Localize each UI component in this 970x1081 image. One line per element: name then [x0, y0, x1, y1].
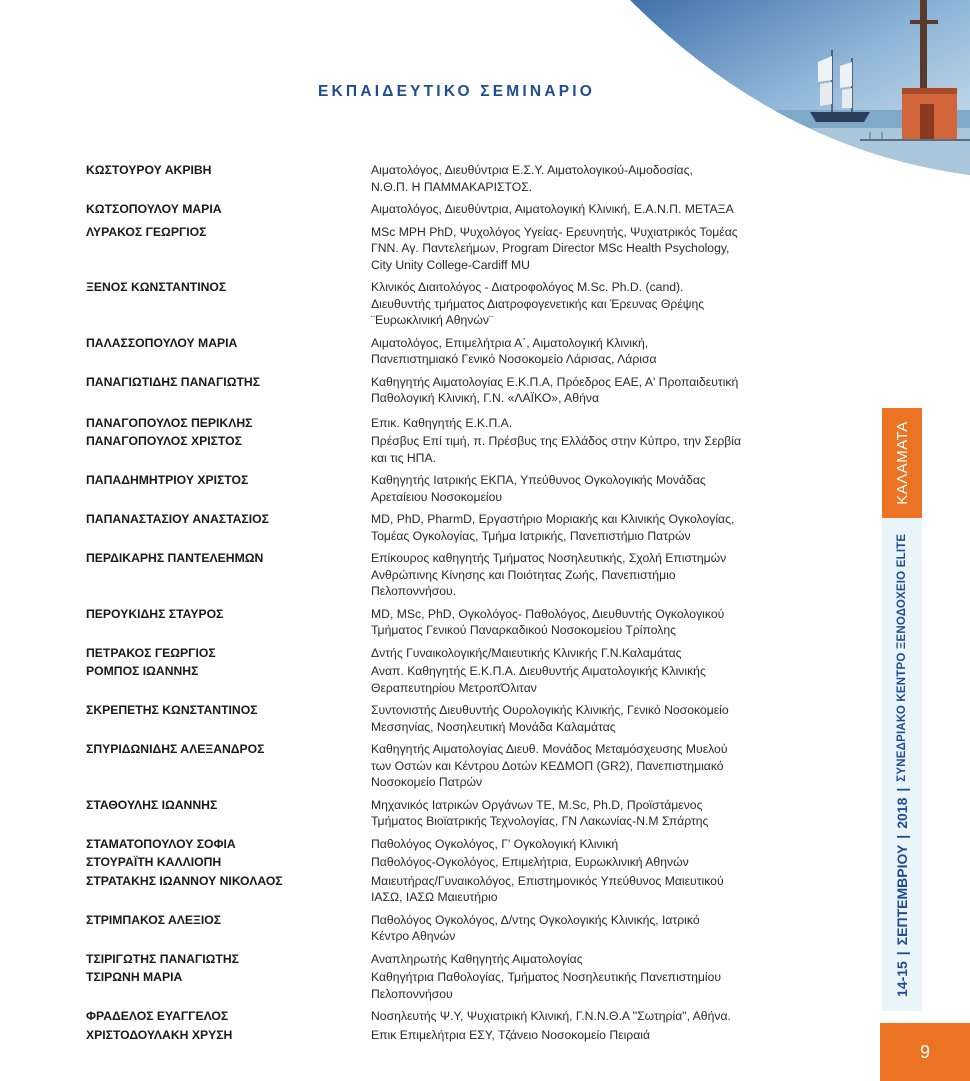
event-venue: ΣΥΝΕΔΡΙΑΚΟ ΚΕΝΤΡΟ ΞΕΝΟΔΟΧΕΙΟ ELITE — [896, 533, 908, 782]
speaker-row — [86, 951, 866, 968]
speaker-row — [86, 969, 866, 1002]
speaker-row — [86, 433, 866, 466]
speaker-affiliation: Μηχανικός Ιατρικών Οργάνων ΤΕ, M.Sc, Ph.D, Προϊστάμενος Τμήματος Βιοϊατρικής Τεχνολογίας, ΓΝ Λακωνίας-Ν.Μ Σπάρτης — [371, 797, 709, 828]
speaker-affiliation: Παθολόγος Ογκολόγος, Γ' Ογκολογική Κλινική — [371, 836, 619, 851]
speaker-name: ΤΣΙΡΩΝΗ ΜΑΡΙΑ — [86, 970, 183, 984]
speaker-name: ΛΥΡΑΚΟΣ ΓΕΩΡΓΙΟΣ — [86, 224, 207, 239]
speaker-affiliation: Αιματολόγος, Διευθύντρια Ε.Σ.Υ. Αιματολογικού-Αιμοδοσίας, Ν.Θ.Π. Η ΠΑΜΜΑΚΑΡΙΣΤΟΣ. — [371, 163, 693, 194]
speaker-row — [86, 836, 866, 853]
speaker-affiliation: Καθηγήτρια Παθολογίας, Τμήματος Νοσηλευτικής Πανεπιστημίου Πελοποννήσου — [371, 970, 722, 1001]
speaker-affiliation: Καθηγητής Αιματολογίας Διευθ. Μονάδος Μεταμόσχευσης Μυελού των Οστών και Κέντρου Δοτών ΚΕΔΜΟΠ (GR2), Πανεπιστημιακό Νοσοκομείο Πατρών — [371, 742, 728, 789]
separator: | — [894, 787, 910, 792]
speaker-name: ΠΑΛΑΣΣΟΠΟΥΛΟΥ ΜΑΡΙΑ — [86, 335, 238, 350]
speaker-name: ΠΑΝΑΓΟΠΟΥΛΟΣ ΠΕΡΙΚΛΗΣ — [86, 415, 253, 430]
speaker-name: ΣΤΡΙΜΠΑΚΟΣ ΑΛΕΞΙΟΣ — [86, 912, 222, 927]
event-month: ΣΕΠΤΕΜΒΡΙΟΥ — [894, 844, 910, 946]
speaker-name: ΤΣΙΡΙΓΩΤΗΣ ΠΑΝΑΓΙΩΤΗΣ — [86, 951, 239, 966]
speaker-row — [86, 873, 866, 906]
speaker-name: ΣΤΑΘΟΥΛΗΣ ΙΩΑΝΝΗΣ — [86, 797, 218, 812]
speaker-row — [86, 472, 866, 505]
speaker-row — [86, 374, 866, 407]
page-number: 9 — [880, 1023, 970, 1081]
speaker-affiliation: MD, MSc, PhD, Ογκολόγος- Παθολόγος, Διευθυντής Ογκολογικού Τμήματος Γενικού Παναρκαδικού Νοσοκομείου Τρίπολης — [371, 606, 725, 637]
speaker-row — [86, 606, 866, 639]
corner-painting — [620, 0, 970, 175]
event-dates: 14-15 — [894, 961, 910, 997]
speaker-name: ΠΑΝΑΓΙΩΤΙΔΗΣ ΠΑΝΑΓΙΩΤΗΣ — [86, 374, 261, 389]
speaker-affiliation: Επικ Επιμελήτρια ΕΣΥ, Τζάνειο Νοσοκομείο Πειραιά — [371, 1027, 651, 1042]
speaker-name: ΡΟΜΠΟΣ ΙΩΑΝΝΗΣ — [86, 664, 199, 678]
speaker-name: ΚΩΤΣΟΠΟΥΛΟΥ ΜΑΡΙΑ — [86, 202, 222, 216]
speaker-row — [86, 663, 866, 696]
speaker-affiliation: Πρέσβυς Επί τιμή, π. Πρέσβυς της Ελλάδος στην Κύπρο, την Σερβία και τις ΗΠΑ. — [371, 434, 742, 465]
side-banner — [882, 408, 922, 1011]
speaker-name: ΣΤΑΜΑΤΟΠΟΥΛΟΥ ΣΟΦΙΑ — [86, 836, 236, 851]
speaker-name: ΣΚΡΕΠΕΤΗΣ ΚΩΝΣΤΑΝΤΙΝΟΣ — [86, 703, 258, 717]
speaker-row — [86, 279, 866, 329]
speaker-affiliation: Αναπληρωτής Καθηγητής Αιματολογίας — [371, 951, 583, 966]
speaker-row — [86, 645, 866, 662]
speaker-affiliation: Νοσηλευτής Ψ.Υ, Ψυχιατρική Κλινική, Γ.Ν.Ν.Θ.Α "Σωτηρία", Αθήνα. — [371, 1009, 731, 1023]
speaker-row — [86, 854, 866, 871]
speaker-name: ΣΤΟΥΡΑΪΤΗ ΚΑΛΛΙΟΠΗ — [86, 855, 222, 869]
speaker-row — [86, 224, 866, 274]
speaker-name: ΦΡΑΔΕΛΟΣ ΕΥΑΓΓΕΛΟΣ — [86, 1009, 229, 1023]
speaker-name: ΠΕΡΟΥΚΙΔΗΣ ΣΤΑΥΡΟΣ — [86, 606, 224, 621]
speaker-affiliation: Καθηγητής Αιματολογίας Ε.Κ.Π.Α, Πρόεδρος ΕΑΕ, Α' Προπαιδευτική Παθολογική Κλινική, Γ.Ν. «ΛΑΪΚΟ», Αθήνα — [371, 374, 739, 405]
speaker-affiliation: Επικ. Καθηγητής Ε.Κ.Π.Α. — [371, 415, 513, 430]
speaker-name: ΠΕΡΔΙΚΑΡΗΣ ΠΑΝΤΕΛΕΗΜΩΝ — [86, 551, 264, 565]
speaker-row — [86, 415, 866, 432]
speaker-affiliation: Αιματολόγος, Επιμελήτρια Α΄, Αιματολογική Κλινική, Πανεπιστημιακό Γενικό Νοσοκομείο Λάρισας, Λάρισα — [371, 335, 657, 366]
speaker-affiliation: Παθολόγος-Ογκολόγος, Επιμελήτρια, Ευρωκλινική Αθηνών — [371, 855, 689, 869]
speaker-affiliation: Αιματολόγος, Διευθύντρια, Αιματολογική Κλινική, Ε.Α.Ν.Π. ΜΕΤΑΞΑ — [371, 202, 734, 216]
speaker-affiliation: Συντονιστής Διευθυντής Ουρολογικής Κλινικής, Γενικό Νοσοκομείο Μεσσηνίας, Νοσηλευτική Μονάδα Καλαμάτας — [371, 703, 729, 734]
speaker-name: ΧΡΙΣΤΟΔΟΥΛΑΚΗ ΧΡΥΣΗ — [86, 1027, 233, 1042]
speaker-affiliation: Καθηγητής Ιατρικής ΕΚΠΑ, Υπεύθυνος Ογκολογικής Μονάδας Αρεταίειου Νοσοκομείου — [371, 473, 706, 504]
speaker-name: ΣΤΡΑΤΑΚΗΣ ΙΩΑΝΝΟΥ ΝΙΚΟΛΑΟΣ — [86, 873, 283, 888]
speaker-name: ΞΕΝΟΣ ΚΩΝΣΤΑΝΤΙΝΟΣ — [86, 280, 227, 294]
separator: | — [894, 834, 910, 839]
speaker-affiliation: MD, PhD, PharmD, Εργαστήριο Μοριακής και Κλινικής Ογκολογίας, Τομέας Ογκολογίας, Τμήμα Ιατρικής, Πανεπιστήμιο Πατρών — [371, 512, 735, 543]
speaker-row — [86, 511, 866, 544]
speaker-name: ΚΩΣΤΟΥΡΟΥ ΑΚΡΙΒΗ — [86, 163, 212, 177]
speaker-affiliation: Κλινικός Διαιτολόγος - Διατροφολόγος M.Sc. Ph.D. (cand). Διευθυντής τμήματος Διατροφογενετικής και Έρευνας Θρέψης ¨Ευρωκλινική Αθηνών¨ — [371, 280, 705, 327]
event-city: ΚΑΛΑΜΑΤΑ — [893, 421, 911, 505]
speaker-name: ΠΕΤΡΑΚΟΣ ΓΕΩΡΓΙΟΣ — [86, 645, 216, 660]
speaker-name: ΠΑΝΑΓΟΠΟΥΛΟΣ ΧΡΙΣΤΟΣ — [86, 434, 242, 448]
speaker-row — [86, 741, 866, 791]
speaker-name: ΠΑΠΑΝΑΣΤΑΣΙΟΥ ΑΝΑΣΤΑΣΙΟΣ — [86, 512, 269, 526]
speaker-affiliation: Παθολόγος Ογκολόγος, Δ/ντης Ογκολογικής Κλινικής, Ιατρικό Κέντρο Αθηνών — [371, 912, 700, 943]
speaker-row — [86, 1008, 866, 1025]
speaker-row — [86, 912, 866, 945]
speakers-list — [86, 162, 866, 1043]
separator: | — [894, 951, 910, 956]
speaker-row — [86, 702, 866, 735]
speaker-affiliation: MSc MPH PhD, Ψυχολόγος Υγείας- Ερευνητής, Ψυχιατρικός Τομέας ΓΝΝ. Αγ. Παντελεήμων, Program Director MSc Health Psychology, City Unity College-Cardiff MU — [371, 224, 738, 272]
speaker-row — [86, 797, 866, 830]
side-banner-text — [882, 408, 922, 1011]
event-year: 2018 — [894, 797, 910, 829]
page-title: ΕΚΠΑΙΔΕΥΤΙΚΟ ΣΕΜΙΝΑΡΙΟ — [318, 83, 596, 100]
speaker-affiliation: Δντής Γυναικολογικής/Μαιευτικής Κλινικής Γ.Ν.Καλαμάτας — [371, 645, 682, 660]
speaker-row — [86, 335, 866, 368]
speaker-row — [86, 162, 866, 195]
speaker-affiliation: Επίκουρος καθηγητής Τμήματος Νοσηλευτικής, Σχολή Επιστημών Ανθρώπινης Κίνησης και Ποιότητας Ζωής, Πανεπιστήμιο Πελοποννήσου. — [371, 551, 727, 598]
speaker-name: ΣΠΥΡΙΔΩΝΙΔΗΣ ΑΛΕΞΑΝΔΡΟΣ — [86, 742, 265, 756]
speaker-row — [86, 1027, 866, 1044]
speaker-affiliation: Μαιευτήρας/Γυναικολόγος, Επιστημονικός Υπεύθυνος Μαιευτικού ΙΑΣΩ, ΙΑΣΩ Μαιευτήριο — [371, 873, 724, 904]
speaker-row — [86, 201, 866, 218]
speaker-row — [86, 550, 866, 600]
speaker-affiliation: Αναπ. Καθηγητής Ε.Κ.Π.Α. Διευθυντής Αιματολογικής Κλινικής Θεραπευτηρίου ΜετροπΌλιταν — [371, 664, 706, 695]
speaker-name: ΠΑΠΑΔΗΜΗΤΡΙΟΥ ΧΡΙΣΤΟΣ — [86, 473, 249, 487]
